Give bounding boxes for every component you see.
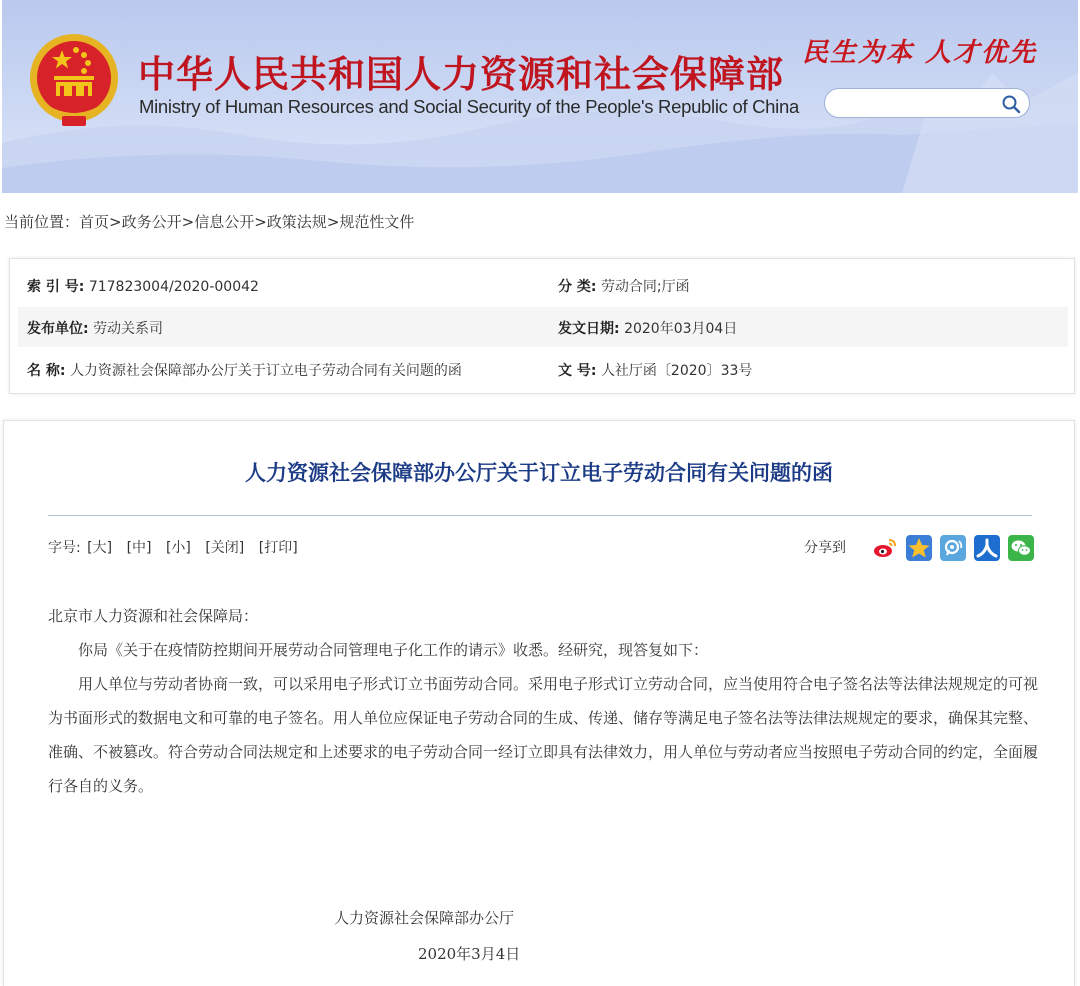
- breadcrumb-item-home[interactable]: 首页: [79, 213, 110, 231]
- meta-index: [27, 276, 259, 296]
- breadcrumb-item-normative-docs[interactable]: 规范性文件: [339, 213, 415, 231]
- breadcrumb-separator: >: [181, 213, 195, 231]
- tencent-weibo-icon[interactable]: [940, 535, 966, 561]
- breadcrumb-item-gov-affairs[interactable]: 政务公开: [121, 213, 182, 231]
- article-body: [48, 599, 1038, 803]
- header-banner: [2, 0, 1078, 193]
- font-size-controls: [48, 537, 308, 557]
- search-box[interactable]: [824, 88, 1030, 118]
- meta-name-label: 名 称:: [27, 363, 66, 379]
- close-button[interactable]: [关闭]: [205, 540, 245, 556]
- meta-doc-no-label: 文 号:: [558, 363, 597, 379]
- qzone-icon[interactable]: [906, 535, 932, 561]
- article-title: 人力资源社会保障部办公厅关于订立电子劳动合同有关问题的函: [245, 461, 833, 485]
- breadcrumb-separator: >: [254, 213, 267, 231]
- breadcrumb-label: 当前位置：: [4, 213, 80, 231]
- breadcrumb-separator: >: [326, 213, 340, 231]
- meta-category-value: 劳动合同;厅函: [600, 279, 690, 295]
- signature-org: 人力资源社会保障部办公厅: [334, 909, 515, 927]
- paragraph-reply-intro: 你局《关于在疫情防控期间开展劳动合同管理电子化工作的请示》收悉。经研究，现答复如下：: [78, 641, 709, 659]
- breadcrumb: [4, 211, 414, 232]
- search-icon[interactable]: [1001, 94, 1021, 114]
- meta-category: [558, 276, 690, 296]
- meta-row: [18, 349, 1068, 389]
- meta-date: [558, 318, 737, 338]
- font-medium-button[interactable]: [中]: [126, 540, 152, 556]
- breadcrumb-separator: >: [109, 213, 122, 231]
- document-meta-box: [9, 258, 1075, 394]
- meta-row: [18, 265, 1068, 305]
- breadcrumb-item-info-disclosure[interactable]: 信息公开: [194, 213, 255, 231]
- national-emblem-icon: [26, 30, 122, 130]
- signature-date: 2020年3月4日: [418, 945, 521, 963]
- slogan: 民生为本 人才优先: [802, 38, 1038, 68]
- font-large-button[interactable]: [大]: [87, 540, 113, 556]
- meta-index-value: 717823004/2020-00042: [88, 279, 259, 295]
- share-label: 分享到: [804, 540, 846, 556]
- meta-name-value: 人力资源社会保障部办公厅关于订立电子劳动合同有关问题的函: [69, 363, 462, 379]
- article-panel: [3, 420, 1075, 986]
- meta-issuer: [27, 318, 163, 338]
- meta-date-label: 发文日期:: [558, 321, 620, 337]
- ministry-title-en: Ministry of Human Resources and Social Security of the People's Republic of China: [139, 96, 799, 117]
- search-input[interactable]: [837, 93, 997, 113]
- print-button[interactable]: [打印]: [258, 540, 298, 556]
- renren-icon[interactable]: [974, 535, 1000, 561]
- salutation: 北京市人力资源和社会保障局：: [48, 607, 259, 625]
- meta-issuer-value: 劳动关系司: [93, 321, 164, 337]
- meta-index-label: 索 引 号:: [27, 279, 85, 295]
- meta-row: [18, 307, 1068, 347]
- title-divider: [48, 515, 1032, 516]
- breadcrumb-item-policies[interactable]: 政策法规: [266, 213, 327, 231]
- weibo-icon[interactable]: [872, 535, 898, 561]
- paragraph-main: 用人单位与劳动者协商一致，可以采用电子形式订立书面劳动合同。采用电子形式订立劳动合同，应当使用符合电子签名法等法律法规规定的可视为书面形式的数据电文和可靠的电子签名。用人单位应保证电子劳动合同的生成、传递、储存等满足电子签名法等法律法规规定的要求，确保其完整、准确、不被篡改。符合劳动合同法规定和上述要求的电子劳动合同一经订立即具有法律效力，用人单位与劳动者应当按照电子劳动合同的约定，全面履行各自的义务。: [48, 675, 1039, 795]
- font-small-button[interactable]: [小]: [165, 540, 191, 556]
- meta-doc-no: [558, 360, 752, 380]
- meta-doc-no-value: 人社厅函〔2020〕33号: [600, 363, 753, 379]
- meta-date-value: 2020年03月04日: [624, 321, 738, 337]
- ministry-title-cn: 中华人民共和国人力资源和社会保障部: [138, 53, 784, 96]
- meta-issuer-label: 发布单位:: [27, 321, 89, 337]
- meta-name: [27, 360, 462, 380]
- font-size-label: 字号:: [48, 540, 81, 556]
- wechat-icon[interactable]: [1008, 535, 1034, 561]
- meta-category-label: 分 类:: [558, 279, 597, 295]
